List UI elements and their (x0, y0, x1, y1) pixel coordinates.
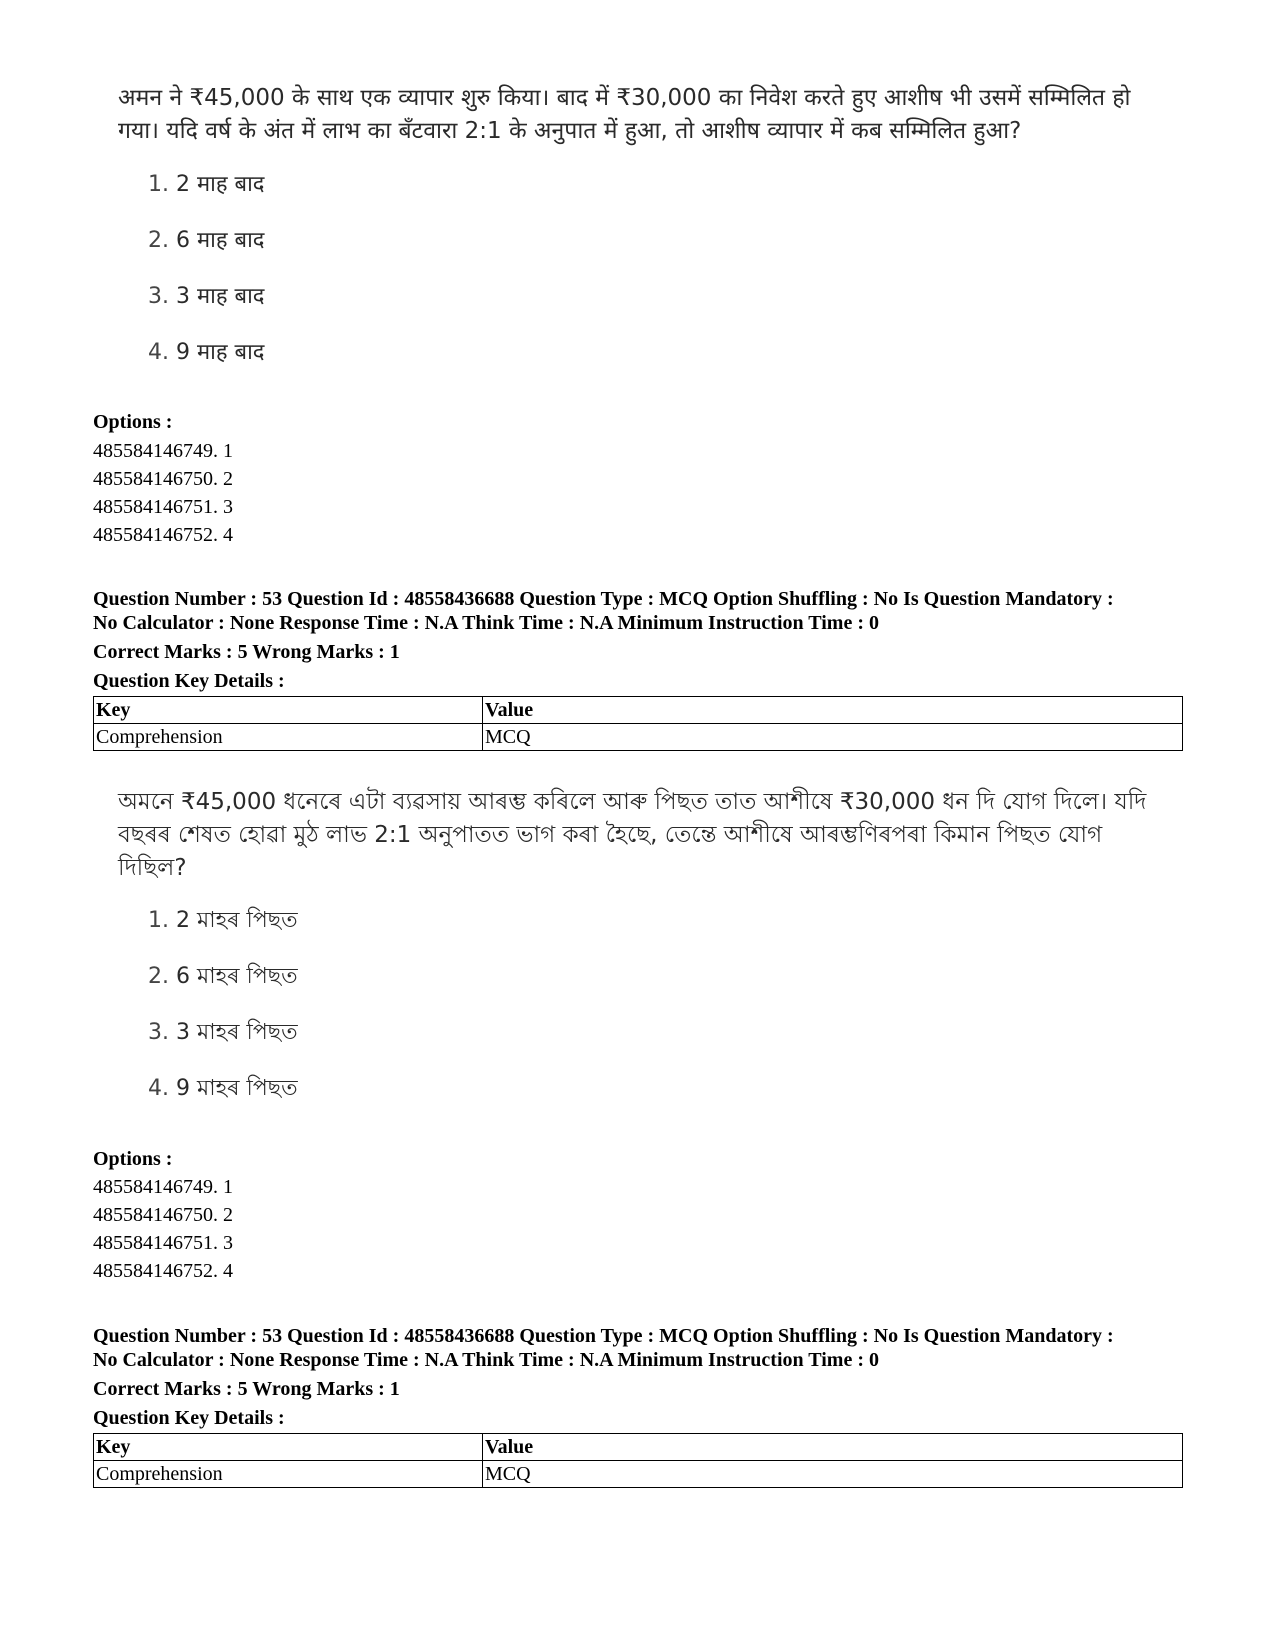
choice-item (148, 338, 264, 368)
choice-number: 3. (148, 284, 169, 309)
table-header-value: Value (483, 1434, 1183, 1461)
choice-number: 1. (148, 172, 169, 197)
choice-item (148, 962, 298, 992)
table-cell-value: MCQ (483, 1461, 1183, 1488)
option-id-line: 485584146750. 2 (93, 1204, 233, 1226)
option-id-line: 485584146752. 4 (93, 524, 233, 546)
choice-text: 9 माह बाद (176, 340, 265, 365)
choice-item (148, 282, 264, 312)
key-details-heading: Question Key Details : (93, 670, 285, 692)
option-id-line: 485584146751. 3 (93, 1232, 233, 1254)
option-id-line: 485584146750. 2 (93, 468, 233, 490)
choice-item (148, 170, 264, 200)
table-header-key: Key (94, 697, 483, 724)
key-details-heading: Question Key Details : (93, 1407, 285, 1429)
choice-number: 4. (148, 1076, 169, 1101)
choice-number: 2. (148, 228, 169, 253)
table-row (94, 724, 1183, 751)
choice-text: 3 মাহৰ পিছত (176, 1020, 298, 1045)
choice-item (148, 1074, 298, 1104)
question-text-hindi: अमन ने ₹45,000 के साथ एक व्यापार शुरु किया। बाद में ₹30,000 का निवेश करते हुए आशीष भी उसमें सम्मिलित हो गया। यदि वर्ष के अंत में लाभ का बँटवारा 2:1 के अनुपात में हुआ, तो आशीष व्यापार में कब सम्मिलित हुआ? (118, 85, 1131, 144)
option-id-line: 485584146751. 3 (93, 496, 233, 518)
table-cell-key: Comprehension (94, 1461, 483, 1488)
question-meta-line: Question Number : 53 Question Id : 48558436688 Question Type : MCQ Option Shuffling : No Is Question Mandatory : (93, 1325, 1114, 1347)
marks-line: Correct Marks : 5 Wrong Marks : 1 (93, 641, 400, 663)
choice-text: 9 মাহৰ পিছত (176, 1076, 298, 1101)
table-header-key: Key (94, 1434, 483, 1461)
choice-text: 3 माह बाद (176, 284, 265, 309)
table-header-value: Value (483, 697, 1183, 724)
options-heading: Options : (93, 1148, 173, 1170)
question-meta-line: No Calculator : None Response Time : N.A Think Time : N.A Minimum Instruction Time : 0 (93, 1349, 879, 1371)
table-header-row (94, 1434, 1183, 1461)
options-heading: Options : (93, 411, 173, 433)
choice-item (148, 1018, 298, 1048)
question-meta-line: No Calculator : None Response Time : N.A Think Time : N.A Minimum Instruction Time : 0 (93, 612, 879, 634)
marks-line: Correct Marks : 5 Wrong Marks : 1 (93, 1378, 400, 1400)
choice-number: 4. (148, 340, 169, 365)
option-id-line: 485584146749. 1 (93, 1176, 233, 1198)
choice-item (148, 906, 298, 936)
choice-text: 2 মাহৰ পিছত (176, 908, 298, 933)
choice-item (148, 226, 264, 256)
table-cell-key: Comprehension (94, 724, 483, 751)
question-text-assamese: অমনে ₹45,000 ধনেৰে এটা ব্যৱসায় আৰম্ভ কৰিলে আৰু পিছত তাত আশীষে ₹30,000 ধন দি যোগ দিলে। যদি বছৰৰ শেষত হোৱা মুঠ লাভ 2:1 অনুপাতত ভাগ কৰা হৈছে, তেন্তে আশীষে আৰম্ভণিৰপৰা কিমান পিছত যোগ দিছিল? (118, 789, 1147, 881)
choice-number: 3. (148, 1020, 169, 1045)
choice-number: 2. (148, 964, 169, 989)
option-id-line: 485584146752. 4 (93, 1260, 233, 1282)
question-meta-line: Question Number : 53 Question Id : 48558436688 Question Type : MCQ Option Shuffling : No Is Question Mandatory : (93, 588, 1114, 610)
key-details-table (93, 1433, 1183, 1488)
choice-text: 6 माह बाद (176, 228, 265, 253)
choice-text: 6 মাহৰ পিছত (176, 964, 298, 989)
table-header-row (94, 697, 1183, 724)
option-id-line: 485584146749. 1 (93, 440, 233, 462)
choice-text: 2 माह बाद (176, 172, 265, 197)
choice-number: 1. (148, 908, 169, 933)
table-row (94, 1461, 1183, 1488)
table-cell-value: MCQ (483, 724, 1183, 751)
key-details-table (93, 696, 1183, 751)
